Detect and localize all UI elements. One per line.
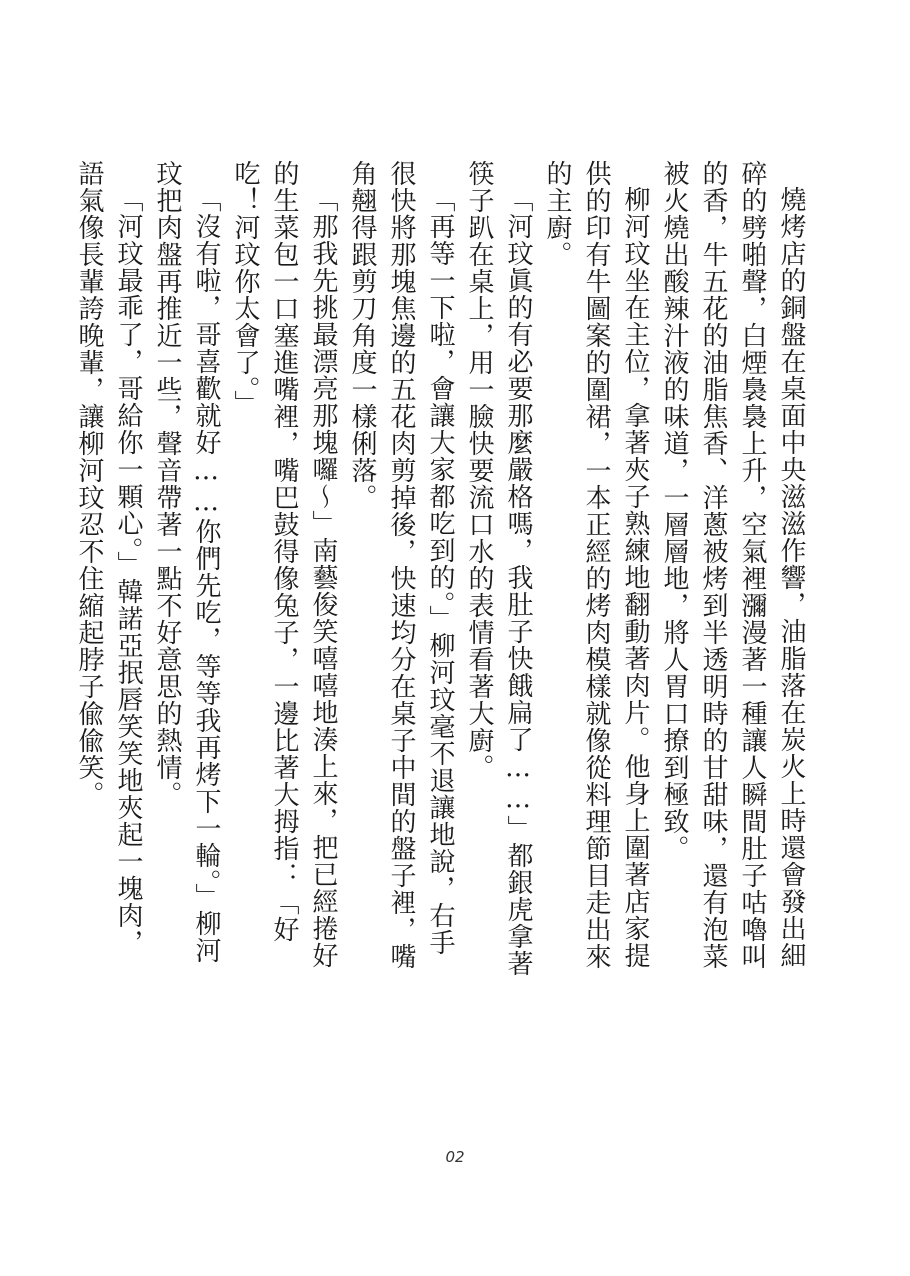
paragraph: 「那我先挑最漂亮那塊囉～」南藝俊笑嘻嘻地湊上來，把已經捲好的生菜包一口塞進嘴裡，嘴巴鼓得像兔子，一邊比著大拇指：「好吃！河玟你太會了。」 — [230, 160, 338, 969]
paragraph: 「河玟眞的有必要那麼嚴格嗎，我肚子快餓扁了……」都銀虎拿著筷子趴在桌上，用一臉快要流口水的表情看著大廚。 — [464, 160, 533, 977]
body-text — [74, 160, 810, 980]
paragraph: 「再等一下啦，會讓大家都吃到的。」柳河玟毫不退讓地說，右手很快將那塊焦邊的五花肉剪掉後，快速均分在桌子中間的盤子裡，嘴角翹得跟剪刀角度一樣俐落。 — [347, 160, 455, 970]
paragraph: 「沒有啦，哥喜歡就好……你們先吃，等等我再烤下一輪。」柳河玟把肉盤再推近一些，聲音帶著一點不好意思的熱情。 — [152, 160, 221, 964]
page-number: 02 — [445, 1148, 465, 1166]
paragraph: 「河玟最乖了，哥給你一顆心。」韓諾亞抿唇笑笑地夾起一塊肉，語氣像長輩誇晚輩，讓柳河玟忍不住縮起脖子偸偸笑。 — [74, 160, 143, 956]
paragraph: 柳河玟坐在主位，拿著夾子熟練地翻動著肉片。他身上圍著店家提供的印有牛圖案的圍裙，一本正經的烤肉模樣就像從料理節目走出來的主廚。 — [542, 160, 650, 970]
paragraph: 燒烤店的銅盤在桌面中央滋滋作響，油脂落在炭火上時還會發出細碎的劈啪聲，白煙裊裊上升，空氣裡瀰漫著一種讓人瞬間肚子咕嚕叫的香，牛五花的油脂焦香、洋蔥被烤到半透明時的甘甜味，還有泡菜被火燒出酸辣汁液的味道，一層層地，將人胃口撩到極致。 — [659, 160, 806, 970]
